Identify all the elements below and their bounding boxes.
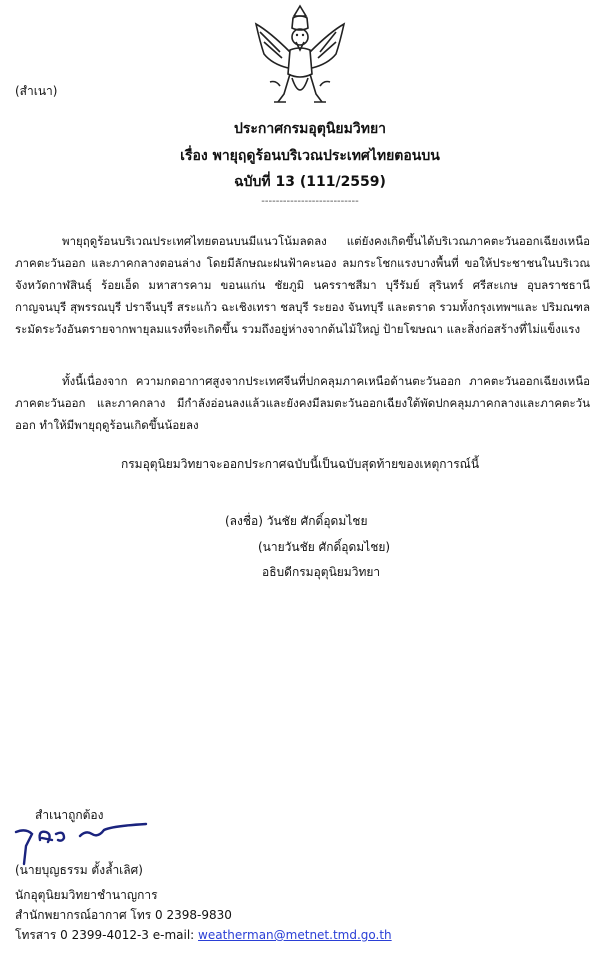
paragraph-line: ตะวันออก ทำให้มีพายุฤดูร้อนเกิดขึ้นน้อยลง	[15, 396, 590, 432]
paragraph-line: ทั้งนี้เนื่องจาก ความกดอากาศสูงจากประเทศจีนที่ปกคลุมภาคเหนือด้านตะวันออก ภาคตะวันออกเฉียงเหนือ	[62, 374, 590, 388]
certified-label: สำเนาถูกต้อง	[35, 808, 104, 822]
announcement-issue: ฉบับที่ 13 (111/2559)	[234, 174, 386, 190]
contact-line	[15, 926, 392, 945]
announcement-subject: เรื่อง พายุฤดูร้อนบริเวณประเทศไทยตอนบน	[180, 148, 440, 164]
announcement-title: ประกาศกรมอุตุนิยมวิทยา	[233, 121, 387, 137]
paragraph-line: กาญจนบุรี สุพรรณบุรี ปราจีนบุรี สระแก้ว ฉะเชิงเทรา ชลบุรี ระยอง จันทบุรี และตราด รวมทั้งกรุงเทพฯและ	[15, 300, 538, 314]
final-note: กรมอุตุนิยมวิทยาจะออกประกาศฉบับนี้เป็นฉบับสุดท้ายของเหตุการณ์นี้	[120, 457, 480, 471]
signatory-signed: (ลงชื่อ) วันชัย ศักดิ์อุดมไชย	[225, 514, 368, 528]
certified-position: นักอุตุนิยมวิทยาชำนาญการ	[15, 888, 158, 902]
certified-name: (นายบุญธรรม ตั้งล้ำเลิศ)	[15, 863, 143, 877]
paragraph-line: แข็งแรง	[539, 322, 581, 336]
paragraph-1	[15, 230, 590, 340]
paragraph-line: ภาคตะวันออก และภาคกลาง มีกำลังอ่อนลงแล้วและยังคงมีลมตะวันออกเฉียงใต้พัดปกคลุมภาคกลางและภาค	[15, 396, 563, 410]
email-link[interactable]: weatherman@metnet.tmd.go.th	[198, 928, 392, 942]
signatory-position: อธิบดีกรมอุตุนิยมวิทยา	[262, 565, 381, 579]
copy-mark: (สำเนา)	[15, 84, 58, 98]
office-phone: สำนักพยากรณ์อากาศ โทร 0 2398-9830	[15, 908, 232, 922]
paragraph-line: ภาคตะวันออก และภาคกลางตอนล่าง โดยมีลักษณะฝนฟ้าคะนอง ลมกระโชกแรงบางพื้นที่ ขอให้ประชาชนในบริเวณ	[15, 256, 590, 270]
signatory-name: (นายวันชัย ศักดิ์อุดมไชย)	[258, 540, 391, 554]
paragraph-line: ปริมณฑล ระมัดระวังอันตรายจากพายุลมแรงที่จะเกิดขึ้น รวมถึงอยู่ห่างจากต้นไม้ใหญ่ ป้ายโฆษณา และสิ่งก่อสร้างที่ไม่	[15, 300, 590, 336]
divider: ---------------------------	[261, 196, 359, 207]
fax-text: โทรสาร 0 2399-4012-3 e-mail:	[15, 928, 199, 942]
garuda-emblem	[250, 2, 350, 115]
paragraph-2	[15, 370, 590, 436]
paragraph-line: พายุฤดูร้อนบริเวณประเทศไทยตอนบนมีแนวโน้มลดลง แต่ยังคงเกิดขึ้นได้บริเวณภาคตะวันออกเฉียงเหนือ	[62, 234, 590, 248]
paragraph-line: จังหวัดกาฬสินธุ์ ร้อยเอ็ด มหาสารคาม ขอนแก่น ชัยภูมิ นครราชสีมา บุรีรัมย์ สุรินทร์ ศรีสะเกษ อุบลราชธานี	[15, 278, 590, 292]
